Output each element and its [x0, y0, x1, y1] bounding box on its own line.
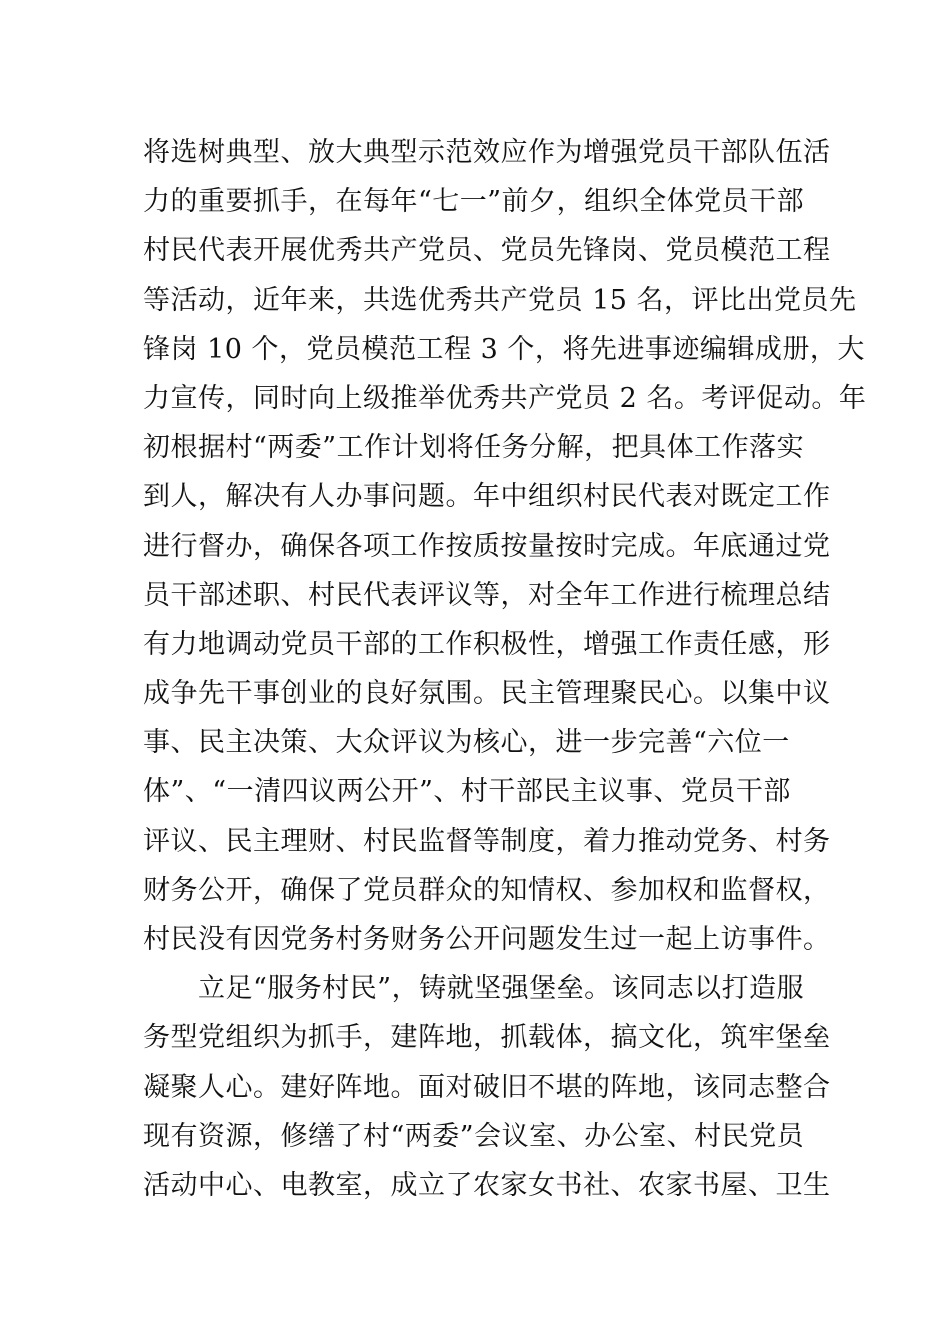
text-line: 财务公开，确保了党员群众的知情权、参加权和监督权， — [143, 874, 831, 906]
text-line: 评议、民主理财、村民监督等制度，着力推动党务、村务 — [143, 825, 831, 857]
text-line: 成争先干事创业的良好氛围。民主管理聚民心。以集中议 — [143, 678, 831, 710]
text-line: 到人，解决有人办事问题。年中组织村民代表对既定工作 — [143, 481, 831, 513]
text-line: 凝聚人心。建好阵地。面对破旧不堪的阵地，该同志整合 — [143, 1071, 831, 1103]
text-line: 将选树典型、放大典型示范效应作为增强党员干部队伍活 — [143, 137, 831, 168]
text-line: 有力地调动党员干部的工作积极性，增强工作责任感，形 — [143, 628, 831, 660]
text-line: 务型党组织为抓手，建阵地，抓载体，搞文化，筑牢堡垒 — [143, 1022, 831, 1054]
text-line: 现有资源，修缮了村“两委”会议室、办公室、村民党员 — [143, 1120, 805, 1152]
text-line: 进行督办，确保各项工作按质按量按时完成。年底通过党 — [143, 530, 831, 562]
text-line: 村民代表开展优秀共产党员、党员先锋岗、党员模范工程 — [143, 235, 831, 267]
text-line: 事、民主决策、大众评议为核心，进一步完善“六位一 — [143, 727, 790, 759]
text-line: 等活动，近年来，共选优秀共产党员 15 名，评比出党员先 — [143, 284, 857, 316]
text-line: 初根据村“两委”工作计划将任务分解，把具体工作落实 — [143, 432, 805, 464]
text-line: 锋岗 10 个，党员模范工程 3 个，将先进事迹编辑成册，大 — [143, 333, 865, 365]
text-line: 员干部述职、村民代表评议等，对全年工作进行梳理总结 — [143, 579, 831, 611]
paragraph-start-line: 立足“服务村民”，铸就坚强堡垒。该同志以打造服 — [143, 973, 805, 1005]
text-line: 活动中心、电教室，成立了农家女书社、农家书屋、卫生 — [143, 1169, 831, 1201]
body-text — [143, 128, 867, 1210]
text-line: 体”、“一清四议两公开”、村干部民主议事、党员干部 — [143, 776, 791, 808]
text-line: 村民没有因党务村务财务公开问题发生过一起上访事件。 — [143, 924, 831, 955]
text-line: 力宣传，同时向上级推举优秀共产党员 2 名。考评促动。年 — [143, 382, 867, 414]
text-line: 力的重要抓手，在每年“七一”前夕，组织全体党员干部 — [143, 186, 805, 218]
